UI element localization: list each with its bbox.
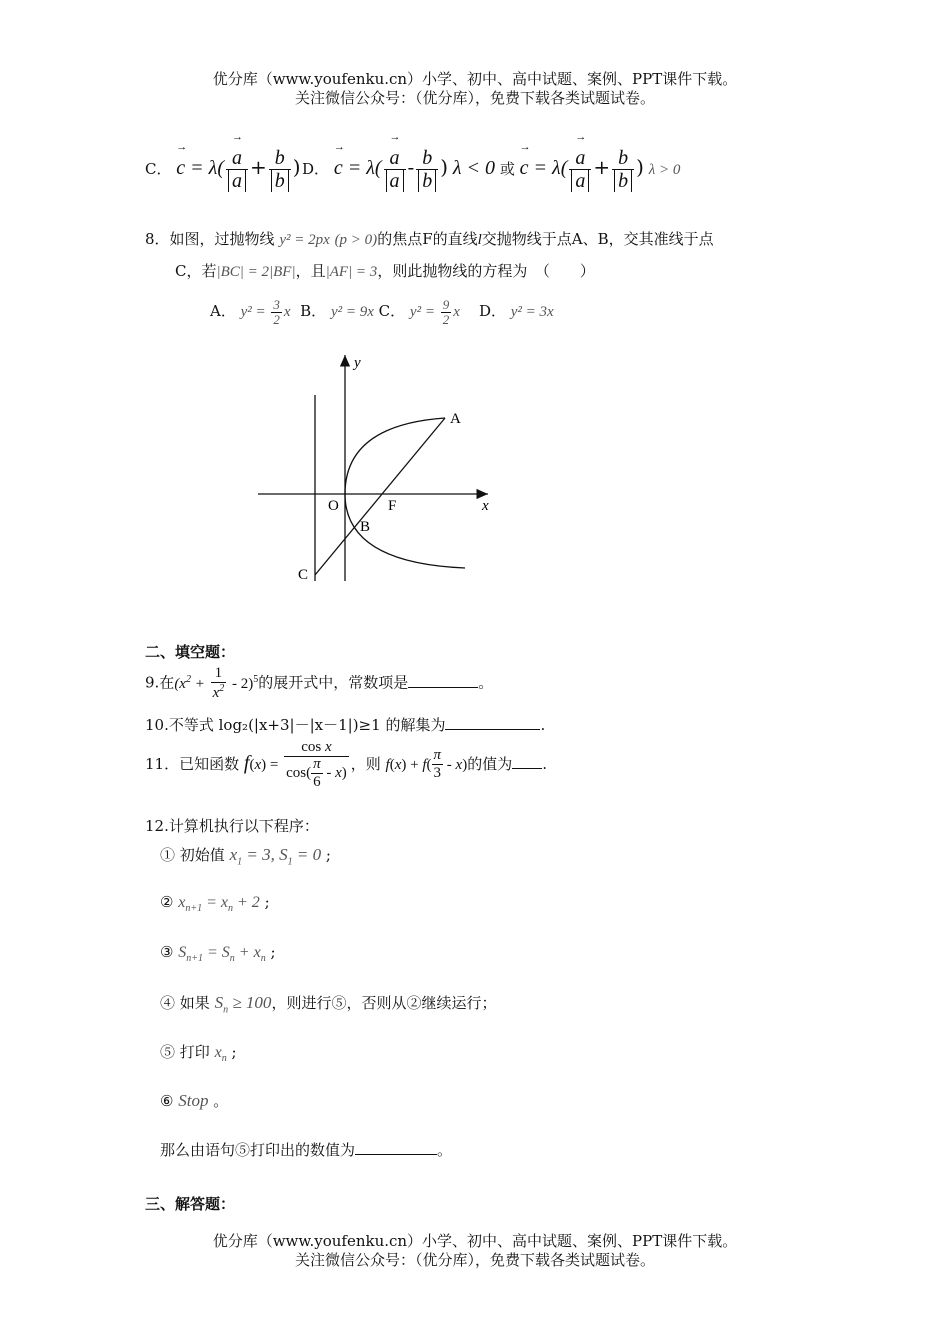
step-4-text: 如果 [179,994,210,1012]
q7-lambda-lt: λ < 0 [452,157,496,179]
q8-option-a-label: A． [210,301,236,320]
step-4-tail: ，则进行⑤，否则从②继续运行； [271,994,497,1012]
parabola-curve [345,418,465,568]
q9-end: 。 [478,673,494,692]
q12-step-6: ⑥ Stop 。 [160,1091,229,1110]
q9-answer-blank[interactable] [408,687,478,688]
q8-condition: (p > 0) [334,232,378,248]
q11-prefix: 11．已知函数 [145,755,240,773]
label-F: F [388,498,397,514]
q12-final-end: 。 [437,1141,453,1159]
section-2-title: 二、填空题： [145,643,236,661]
q8-text-a: 如图，过抛物线 [169,230,275,248]
q8-option-a: y² = $\frac{3}{2}$ x [240,297,291,327]
label-B: B [360,519,371,535]
q8-line-2 [175,260,595,281]
step-1-text: 初始值 [179,846,225,864]
q8-option-d: y² = 3x [510,303,554,320]
q7-or: 或 [499,160,515,178]
q10-answer-blank[interactable] [445,729,540,730]
q10 [145,714,545,735]
q8-text-d: C，若 [175,262,217,280]
q10-end: . [540,716,546,734]
label-O: O [328,498,339,514]
q8-text-f: ，则此抛物线的方程为 （ ） [377,262,595,280]
q12-final [160,1139,452,1160]
q11-suffix: 的值为 [467,755,513,773]
q8-text-c: 交抛物线于点A、B，交其准线于点 [481,230,714,248]
q12-final-text: 那么由语句⑤打印出的数值为 [160,1141,356,1159]
focal-line [315,418,445,575]
q11: 11．已知函数 f(x) = cos x cos( $\frac{\pi}{6}$ - x) ，则 f(x) + f( $\frac{\pi}{3}$ - x)的值为 . [145,739,547,790]
q7-lambda-gt: λ > 0 [648,162,681,178]
step-2-mark: ② [160,893,174,911]
q12-answer-blank[interactable] [355,1154,437,1155]
q11-answer-blank[interactable] [512,768,542,769]
header-line-2: 关注微信公众号：（优分库），免费下载各类试题试卷。 [294,89,655,107]
q11-mid: ，则 [350,755,381,773]
q8-text-b: 的焦点F的直线 [377,230,478,248]
q12-step-3: ③ $S_{n+1} = S_n + x_n$ ; [160,943,276,965]
label-A: A [450,411,461,427]
step-3-mark: ③ [160,943,174,961]
q7-option-c: C． → c = λ( → $\frac{a}{a}$ + $\frac{b}{b}$ ) [145,148,301,192]
step-4-mark: ④ [160,994,176,1012]
q8-option-b-label: B． [300,301,327,320]
label-y: y [354,355,361,371]
q8-number: 8． [145,230,170,248]
q8-option-c: y² = $\frac{9}{2}$ x [409,297,460,327]
q12-step-4: ④ 如果 $S_n \ge 100$，则进行⑤，否则从②继续运行； [160,993,497,1016]
q8-option-d-label: D． [478,301,506,320]
step-1-mark: ① [160,846,176,864]
parabola-figure [250,345,510,590]
label-x: x [482,498,489,514]
footer-line-1: 优分库（www.youfenku.cn）小学、初中、高中试题、案例、PPT课件下载。 [212,1232,738,1250]
q12-title: 12.计算机执行以下程序： [145,817,319,835]
q8-option-b: y² = 9x [330,303,374,320]
q9-suffix: 的展开式中，常数项是 [258,673,409,692]
q7-option-d-label: D． [302,160,330,178]
q10-text: 10.不等式 log₂(|x+3|－|x－1|)≥1 的解集为 [145,716,446,734]
step-5-text: 打印 [179,1043,210,1061]
step-6-mark: ⑥ [160,1092,174,1110]
q12-step-2: ② $x_{n+1} = x_n + 2$ ; [160,893,270,915]
q8-relation-1: |BC| = 2|BF| [216,264,296,280]
section-3-title: 三、解答题： [145,1195,236,1213]
q11-end: . [542,755,547,773]
q8-line-l: l [477,232,482,248]
q8-option-c-label: C． [378,301,406,320]
footer-line-2: 关注微信公众号：（优分库），免费下载各类试题试卷。 [294,1251,655,1269]
q7-option-c-label: C． [145,160,172,178]
q9: 9.在($x^2$ + $\frac{1}{x^2}$ - 2)$^5$的展开式中，常数项是 。 [145,665,494,701]
q12-step-1: ① 初始值 $x_1 = 3$, $S_1 = 0$ ; [160,845,331,868]
q8-text-e: ，且 [295,262,326,280]
q7-option-d: D． → c = λ( → $\frac{a}{a}$ - $\frac{b}{b}$ ) λ < 0 或 → c = λ( → $\frac{a}{a}$ + $\frac{b}{b}$ ) λ > 0 [302,148,680,192]
label-C: C [298,567,309,583]
q8-line-1 [145,228,714,249]
q8-relation-2: |AF| = 3 [325,264,378,280]
q8-options [210,298,554,327]
q8-equation: y² = 2px [279,232,330,248]
step-6-text: Stop [178,1091,209,1110]
q9-prefix: 9.在 [145,673,175,692]
q12-step-5: ⑤ 打印 $x_n$ ; [160,1043,237,1065]
header-line-1: 优分库（www.youfenku.cn）小学、初中、高中试题、案例、PPT课件下载。 [212,70,738,88]
step-5-mark: ⑤ [160,1043,176,1061]
